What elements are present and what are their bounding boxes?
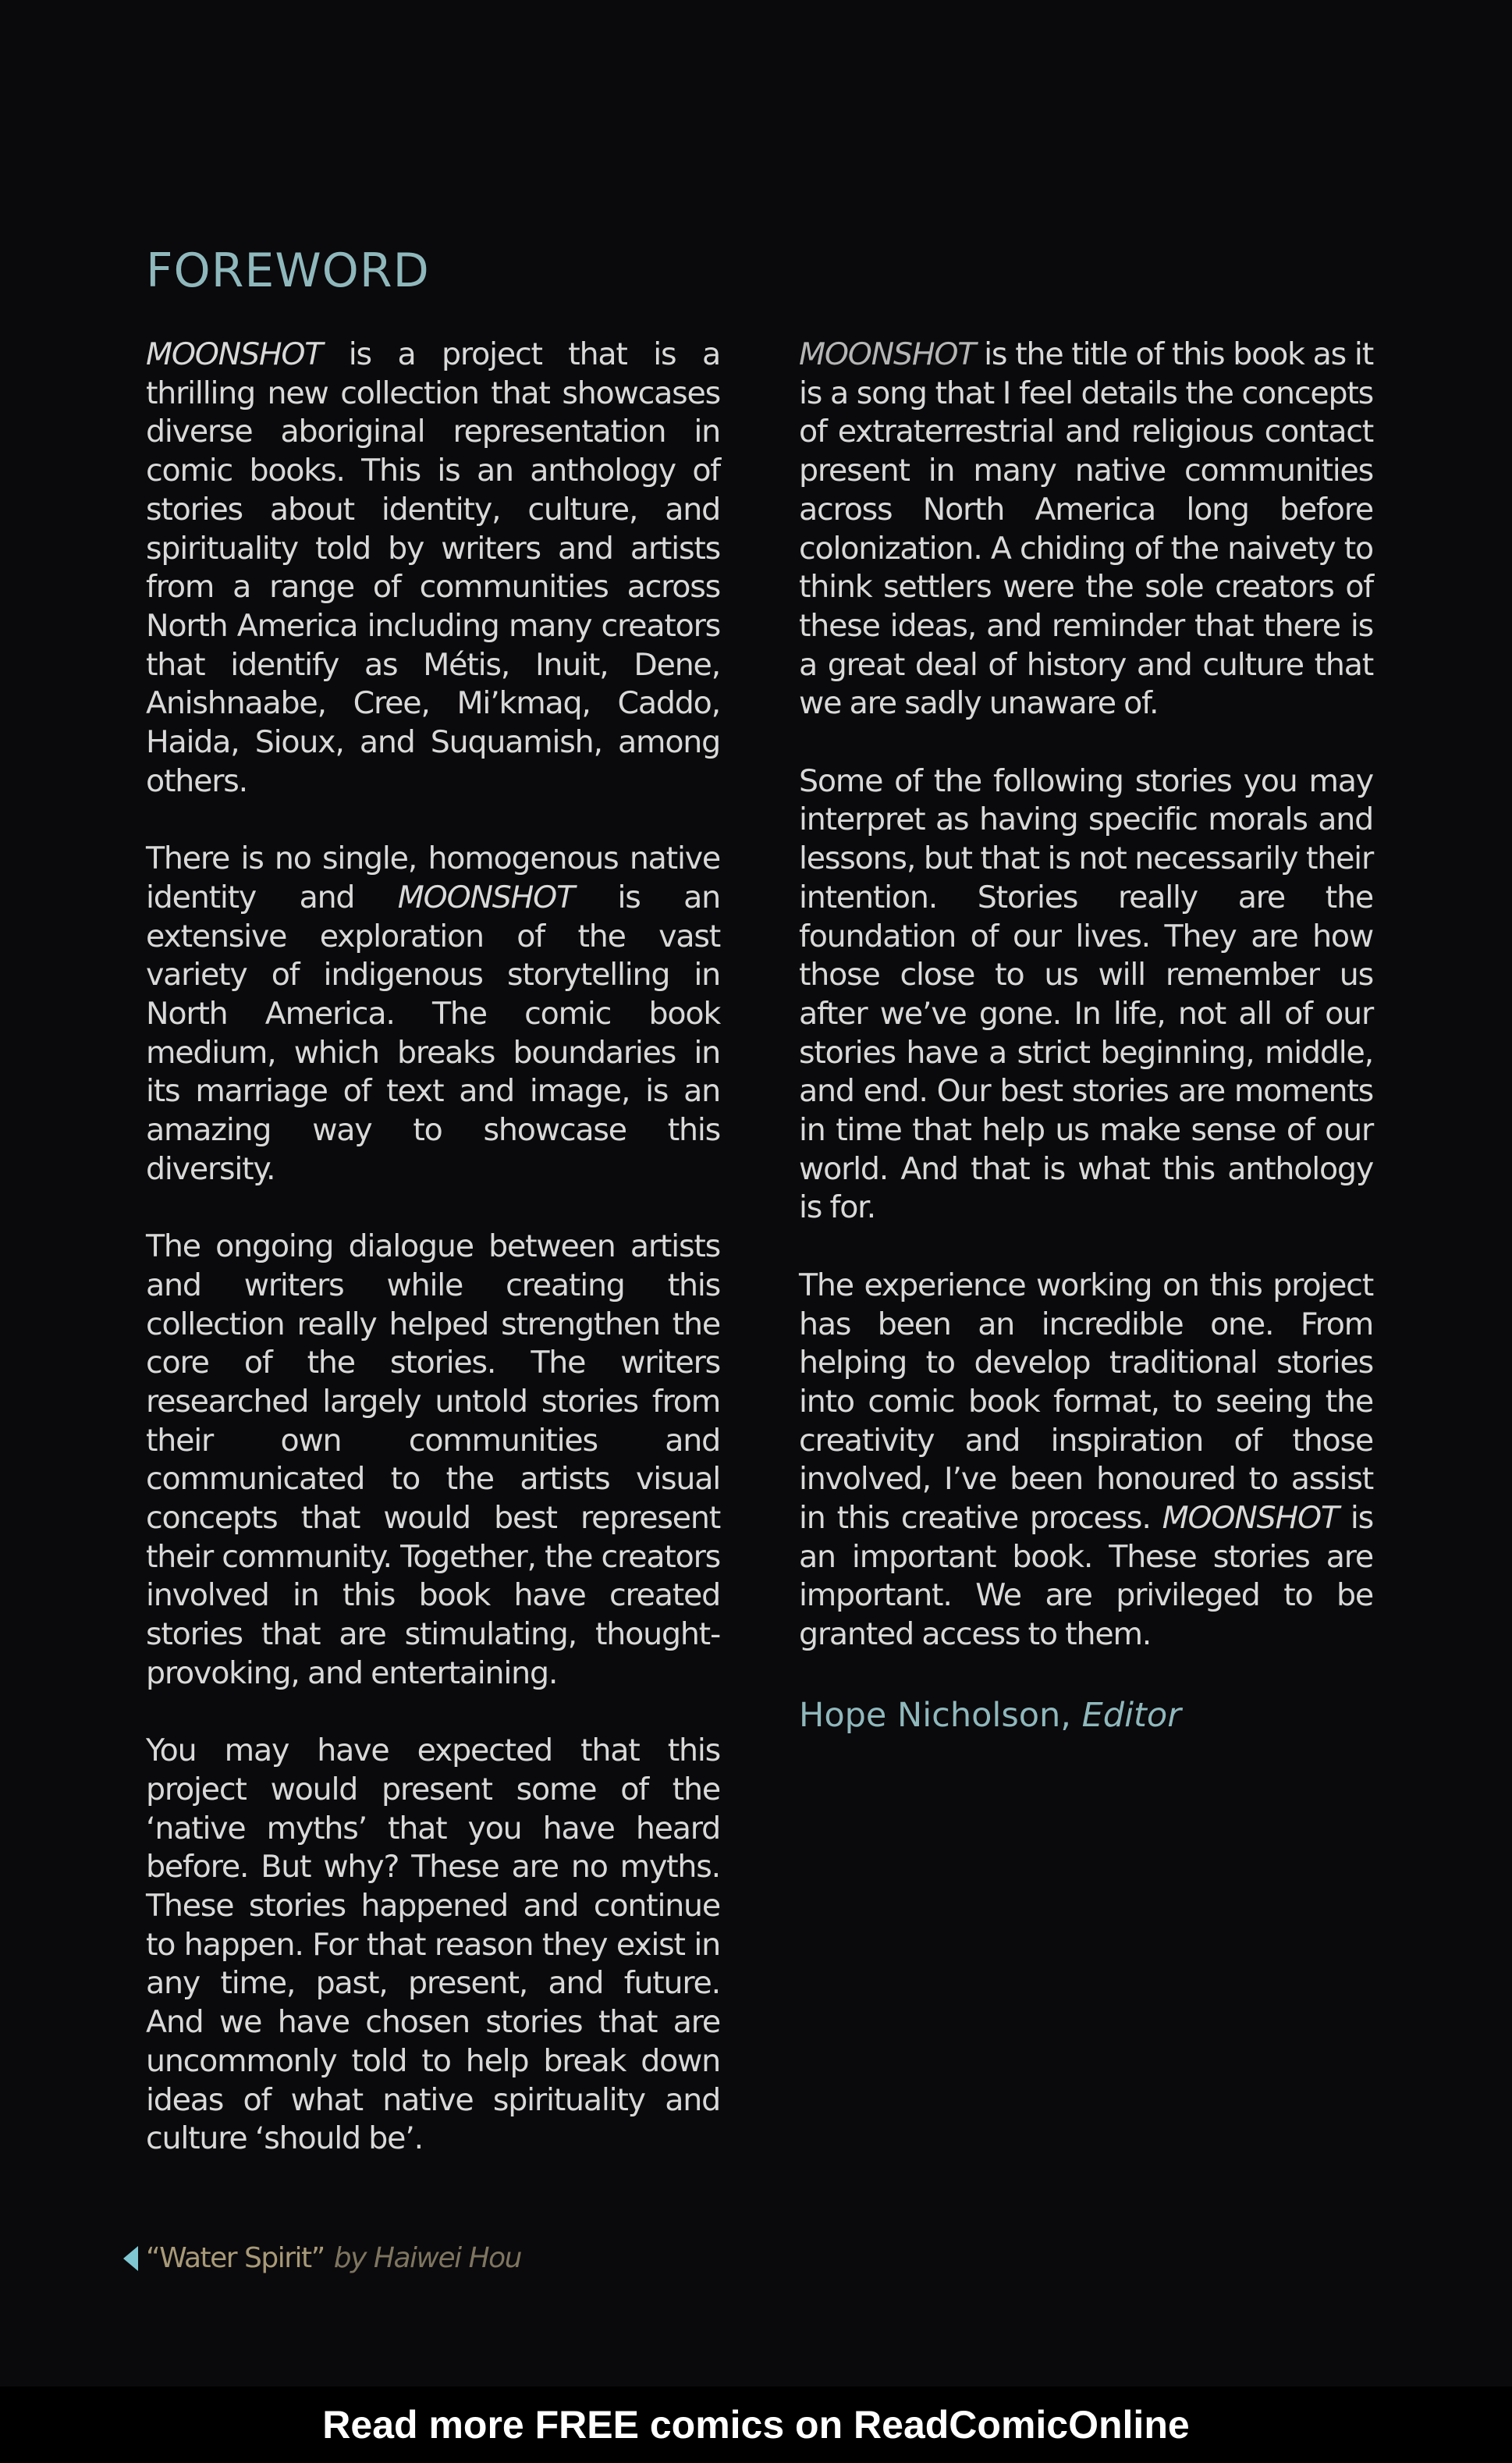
right-column bbox=[799, 336, 1373, 1737]
book-title: MOONSHOT bbox=[799, 336, 976, 372]
editor-name: Hope Nicholson, bbox=[799, 1695, 1082, 1735]
artwork-artist: by Haiwei Hou bbox=[333, 2242, 521, 2274]
paragraph-myths: You may have expected that this project would present some of the ‘native myths’ that you have heard before. But why? These are no myths. These stories happened and continue to happen. For that reason they exist in any time, past, present, and future. And we have chosen stories that are uncommonly told to help break down ideas of what native spirituality and culture ‘should be’. bbox=[146, 1733, 720, 2157]
left-triangle-icon bbox=[123, 2246, 138, 2271]
book-title: MOONSHOT bbox=[146, 336, 323, 372]
paragraph-text: The experience working on this project has been an incredible one. From helping to develop traditional stories into comic book format, to seeing the creativity and inspiration of those involved, I’ve been honoured to assist in this creative process. bbox=[799, 1267, 1373, 1537]
left-column bbox=[146, 336, 720, 2198]
artwork-title: “Water Spirit” bbox=[146, 2242, 325, 2274]
editor-signature bbox=[799, 1694, 1373, 1737]
book-title: MOONSHOT bbox=[1162, 1500, 1339, 1537]
editor-role: Editor bbox=[1081, 1695, 1181, 1735]
paragraph-intro bbox=[146, 336, 720, 801]
paragraph-title-meaning bbox=[799, 336, 1373, 723]
promo-banner-text[interactable]: Read more FREE comics on ReadComicOnline bbox=[322, 2403, 1190, 2447]
page-title: FOREWORD bbox=[146, 243, 430, 298]
book-title: MOONSHOT bbox=[397, 879, 575, 915]
paragraph-dialogue: The ongoing dialogue between artists and writers while creating this collection really helped strengthen the core of the stories. The writers researched largely untold stories from their own communities and communicated to the artists visual concepts that would best represent their community. Together, the creators involved in this book have created stories that are stimulating, thought-provoking, and entertaining. bbox=[146, 1228, 720, 1691]
paragraph-identity bbox=[146, 840, 720, 1189]
paragraph-text: is an important book. These stories are important. We are privileged to be granted access to them. bbox=[799, 1500, 1373, 1653]
paragraph-text: is an extensive exploration of the vast variety of indigenous storytelling in North America. The comic book medium, which breaks boundaries in its marriage of text and image, is an amazing way to showcase this diversity. bbox=[146, 879, 720, 1187]
paragraph-text: is a project that is a thrilling new collection that showcases diverse aboriginal representation in comic books. This is an anthology of stories about identity, culture, and spirituality told by writers and artists from a range of communities across North America including many creators that identify as Métis, Inuit, Dene, Anishnaabe, Cree, Mi’kmaq, Caddo, Haida, Sioux, and Suquamish, among others. bbox=[146, 336, 720, 799]
paragraph-experience bbox=[799, 1267, 1373, 1654]
artwork-credit bbox=[123, 2242, 521, 2274]
paragraph-text: There is no single, homogenous native identity and bbox=[146, 841, 720, 915]
paragraph-text: is the title of this book as it is a song that I feel details the concepts of extraterrestrial and religious contact present in many native communities across North America long before colonization. A chiding of the naivety to think settlers were the sole creators of these ideas, and reminder that there is a great deal of history and culture that we are sadly unaware of. bbox=[799, 336, 1373, 722]
promo-banner[interactable] bbox=[0, 2387, 1512, 2463]
paragraph-stories: Some of the following stories you may interpret as having specific morals and lessons, but that is not necessarily their intention. Stories really are the foundation of our lives. They are how those close to us will remember us after we’ve gone. In life, not all of our stories have a strict beginning, middle, and end. Our best stories are moments in time that help us make sense of our world. And that is what this anthology is for. bbox=[799, 762, 1373, 1226]
